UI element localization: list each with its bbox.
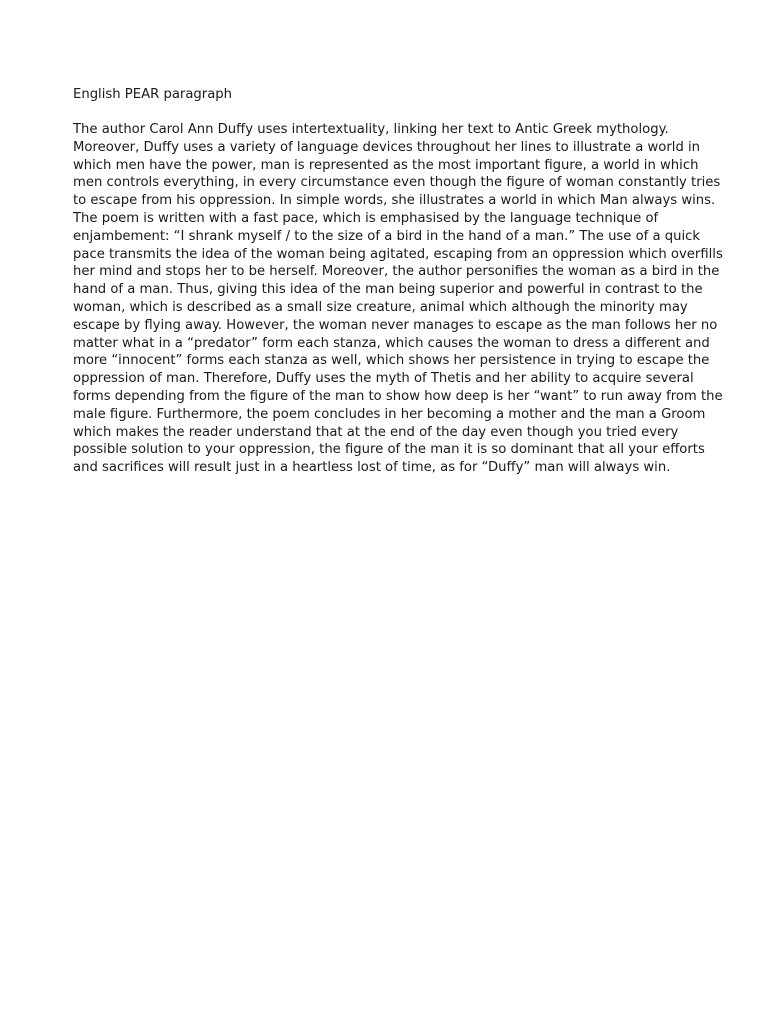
paragraph-line: escape by flying away. However, the woman never manages to escape as the man follows her no <box>73 317 718 333</box>
paragraph-line: men controls everything, in every circumstance even though the figure of woman constantly tries <box>73 175 721 191</box>
body-paragraph <box>73 121 723 477</box>
paragraph-line: matter what in a “predator” form each stanza, which causes the woman to dress a different and <box>73 335 710 351</box>
paragraph-line: male figure. Furthermore, the poem concludes in her becoming a mother and the man a Groom <box>73 406 706 422</box>
paragraph-line: which men have the power, man is represented as the most important figure, a world in which <box>73 157 699 173</box>
paragraph-line: enjambement: “I shrank myself / to the size of a bird in the hand of a man.” The use of a quick <box>73 228 701 244</box>
paragraph-line: woman, which is described as a small size creature, animal which although the minority may <box>73 299 688 315</box>
paragraph-line: to escape from his oppression. In simple words, she illustrates a world in which Man always wins. <box>73 193 716 209</box>
paragraph-line: forms depending from the figure of the man to show how deep is her “want” to run away from the <box>73 388 723 404</box>
paragraph-line: more “innocent” forms each stanza as well, which shows her persistence in trying to escape the <box>73 353 710 369</box>
paragraph-line: oppression of man. Therefore, Duffy uses the myth of Thetis and her ability to acquire several <box>73 371 694 387</box>
document-title: English PEAR paragraph <box>73 87 233 102</box>
paragraph-line: The poem is written with a fast pace, which is emphasised by the language technique of <box>73 210 659 226</box>
paragraph-line: and sacrifices will result just in a heartless lost of time, as for “Duffy” man will always win. <box>73 460 671 476</box>
paragraph-line: hand of a man. Thus, giving this idea of the man being superior and powerful in contrast to the <box>73 282 703 298</box>
paragraph-line: The author Carol Ann Duffy uses intertextuality, linking her text to Antic Greek mythology. <box>73 122 669 137</box>
paragraph-line: pace transmits the idea of the woman being agitated, escaping from an oppression which overfills <box>73 246 723 262</box>
paragraph-line: which makes the reader understand that at the end of the day even though you tried every <box>73 424 679 440</box>
paragraph-line: her mind and stops her to be herself. Moreover, the author personifies the woman as a bird in the <box>73 264 720 280</box>
document-body <box>73 86 723 477</box>
paragraph-line: Moreover, Duffy uses a variety of language devices throughout her lines to illustrate a world in <box>73 139 701 155</box>
paragraph-line: possible solution to your oppression, the figure of the man it is so dominant that all your efforts <box>73 442 705 458</box>
